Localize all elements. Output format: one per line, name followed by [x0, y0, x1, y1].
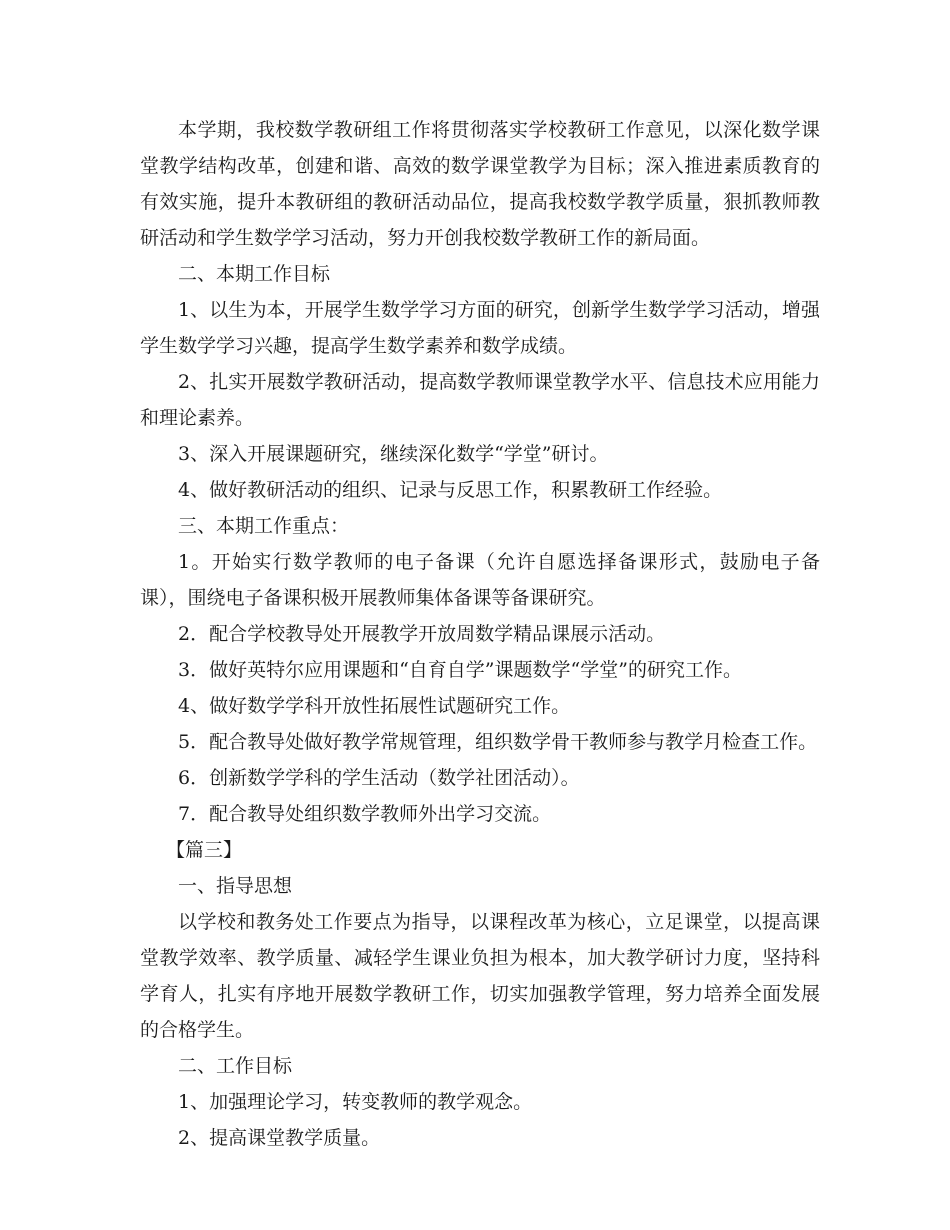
- goal-item-1: 1、以生为本，开展学生数学学习方面的研究，创新学生数学学习活动，增强学生数学学习兴趣，提高学生数学素养和数学成绩。: [140, 299, 820, 357]
- focus-item-3: 3．做好英特尔应用课题和“自育自学”课题数学“学堂”的研究工作。: [178, 659, 742, 681]
- focus-item-1: 1。开始实行数学教师的电子备课（允许自愿选择备课形式，鼓励电子备课），围绕电子备课积极开展教师集体备课等备课研究。: [140, 551, 820, 609]
- focus-item-5: 5．配合教导处做好教学常规管理，组织数学骨干教师参与教学月检查工作。: [178, 731, 818, 753]
- focus-item-4: 4、做好数学学科开放性拓展性试题研究工作。: [178, 695, 571, 717]
- goal-item-2: 2、扎实开展数学教研活动，提高数学教师课堂教学水平、信息技术应用能力和理论素养。: [140, 371, 820, 429]
- part-three-heading: 【篇三】: [166, 839, 243, 861]
- section-heading-guiding-idea: 一、指导思想: [178, 875, 293, 897]
- document-body: [140, 112, 820, 1156]
- focus-item-6: 6．创新数学学科的学生活动（数学社团活动）。: [178, 767, 580, 789]
- work-goal-item-2: 2、提高课堂教学质量。: [178, 1127, 381, 1149]
- guiding-idea-paragraph: 以学校和教务处工作要点为指导，以课程改革为核心，立足课堂，以提高课堂教学效率、教学质量、减轻学生课业负担为根本，加大教学研讨力度，坚持科学育人，扎实有序地开展数学教研工作，切实加强教学管理，努力培养全面发展的合格学生。: [140, 911, 820, 1041]
- focus-item-2: 2．配合学校教导处开展教学开放周数学精品课展示活动。: [178, 623, 666, 645]
- section-heading-focus: 三、本期工作重点：: [178, 515, 350, 537]
- section-heading-goals: 二、本期工作目标: [178, 263, 331, 285]
- goal-item-4: 4、做好教研活动的组织、记录与反思工作，积累教研工作经验。: [178, 479, 723, 501]
- work-goal-item-1: 1、加强理论学习，转变教师的教学观念。: [178, 1091, 533, 1113]
- focus-item-7: 7．配合教导处组织数学教师外出学习交流。: [178, 803, 552, 825]
- intro-paragraph: 本学期，我校数学教研组工作将贯彻落实学校教研工作意见，以深化数学课堂教学结构改革，创建和谐、高效的数学课堂教学为目标；深入推进素质教育的有效实施，提升本教研组的教研活动品位，提高我校数学教学质量，狠抓教师教研活动和学生数学学习活动，努力开创我校数学教研工作的新局面。: [140, 119, 820, 249]
- goal-item-3: 3、深入开展课题研究，继续深化数学“学堂”研讨。: [178, 443, 609, 465]
- section-heading-work-goals: 二、工作目标: [178, 1055, 293, 1077]
